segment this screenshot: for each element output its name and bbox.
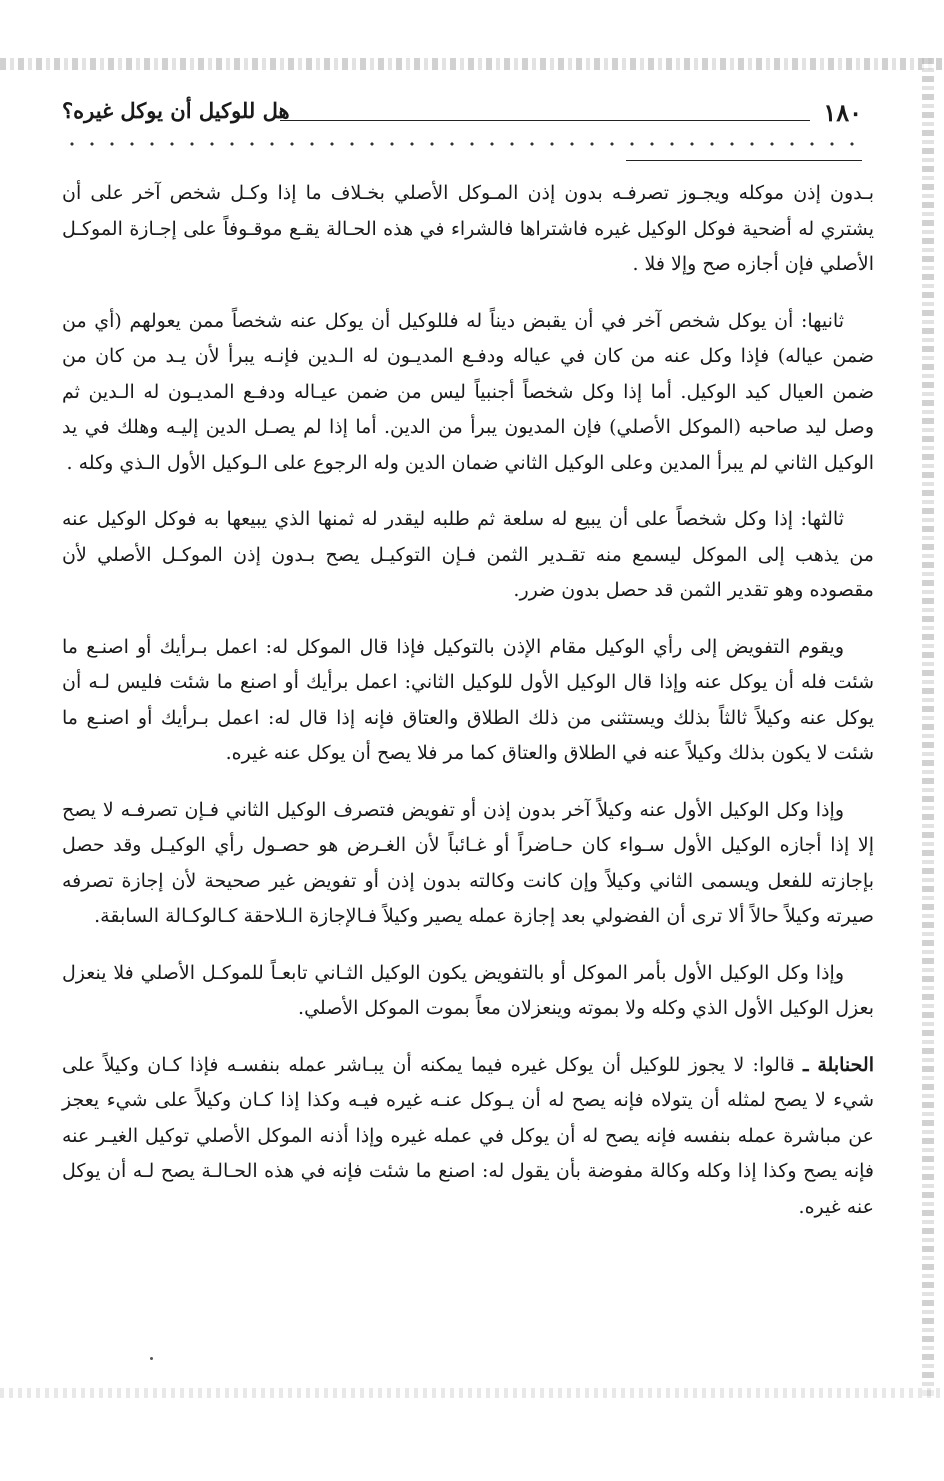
paragraph-4 [62,630,874,772]
page-number: ١٨٠ [823,98,862,127]
footnote-rule [626,160,862,161]
paragraph-3 [62,502,874,609]
page-body [62,176,874,1246]
paragraph-4-text: ويقوم التفويض إلى رأي الوكيل مقام الإذن بالتوكيل فإذا قال الموكل له: اعمل بـرأيك أو اصنـع ما شئت فله أن يوكل عنه وإذا قال الوكيل الأول للوكيل الثاني: اعمل برأيك أو اصنع ما شئت فليس لـه أن يوكل عنه وكيلاً ثالثاً بذلك ويستثنى من ذلك الطلاق والعتاق فإنه إذا قال له: اعمل بـرأيك أو اصنـع ما شئت لا يكون بذلك وكيلاً عنه في الطلاق والعتاق كما مر فلا يصح أن يوكل عنه غيره. [62,635,874,764]
paragraph-7-lead: الحنابلة ـ [802,1053,874,1076]
paragraph-5-text: وإذا وكل الوكيل الأول عنه وكيلاً آخر بدون إذن أو تفويض فتصرف الوكيل الثاني فـإن تصرفـه لا يصح إلا إذا أجازه الوكيل الأول سـواء كان حـاضراً أو غـائباً لأن الغـرض هو حصـول رأي الوكيـل وقد حصل بإجازته للفعل ويسمى الثاني وكيلاً وإن كانت وكالته بدون إذن أو تفويض غير صحيحة لأن إجازة تصرفه صيرته وكيلاً حالاً ألا ترى أن الفضولي بعد إجازة عمله يصير وكيلاً فـالإجازة الـلاحقة كـالوكـالة السابقة. [62,798,874,927]
decorative-border-right [922,58,934,1398]
header-rule [280,120,810,121]
paragraph-5 [62,793,874,935]
paragraph-7-text: قالوا: لا يجوز للوكيل أن يوكل غيره فيما يمكنه أن يبـاشر عمله بنفسـه فإذا كـان وكيلاً على شيء لا يصح لمثله أن يتولاه فإنه يصح له أن يـوكل عنـه غيره فيـه وكذا إذا كـان وكيلاً على شيء يعجز عن مباشرة عمله بنفسه فإنه يصح له أن يوكل في عمله غيره وإذا أذنه الموكل الأصلي توكيل الغيـر عنه فإنه يصح وكذا إذا وكله وكالة مفوضة بأن يقول له: اصنع ما شئت فإنه في هذه الحـالـة يصح لـه أن يوكل عنه غيره. [62,1053,874,1218]
paragraph-2 [62,304,874,482]
decorative-border-bottom [0,1388,944,1398]
paragraph-3-text: ثالثها: إذا وكل شخصاً على أن يبيع له سلعة ثم طلبه ليقدر له ثمنها الذي يبيعها به فوكل الوكيل عنه من يذهب إلى الموكل ليسمع منه تقـدير الثمن فـإن التوكيـل يصح بـدون إذن الموكـل الأصلي لأن مقصوده وهو تقدير الثمن قد حصل بدون ضرر. [62,508,874,601]
paragraph-6-text: وإذا وكل الوكيل الأول بأمر الموكل أو بالتفويض يكون الوكيل الثـاني تابعـاً للموكـل الأصلي فلا ينعزل بعزل الوكيل الأول الذي وكله ولا بموته وينعزلان معاً بموت الموكل الأصلي. [62,961,874,1019]
scan-speck [150,1357,153,1360]
decorative-border-top [0,58,944,70]
paragraph-2-text: ثانيها: أن يوكل شخص آخر في أن يقبض ديناً له فللوكيل أن يوكل عنه شخصاً ممن يعولهم (أي من ضمن عياله) فإذا وكل عنه من كان في عياله ودفـع المديـون له الـدين فإنـه يبرأ لأن يـد من كان من ضمن العيال كيد الوكيل. أما إذا وكل شخصاً أجنبياً ليس من ضمن عيـاله ودفـع المديـون له الـدين ثم وصل ليد صاحبه (الموكل الأصلي) فإن المديون يبرأ من الدين. أما إذا لم يصـل الدين إليـه وهلك في يد الوكيل الثاني لم يبرأ المدين وعلى الوكيل الثاني ضمان الدين وله الرجوع على الـوكيل الأول الـذي وكله . [62,309,874,474]
paragraph-7 [62,1048,874,1226]
running-title: هل للوكيل أن يوكل غيره؟ [62,98,290,123]
dotted-separator [62,140,862,148]
paragraph-6 [62,956,874,1027]
paragraph-1-text: بـدون إذن موكله ويجـوز تصرفـه بدون إذن المـوكل الأصلي بخـلاف ما إذا وكـل شخص آخر على أن يشتري له أضحية فوكل الوكيل غيره فاشتراها فالشراء في هذه الحـالة يقـع موقـوفاً على إجـازة الموكـل الأصلي فإن أجازه صح وإلا فلا . [62,182,874,275]
paragraph-1 [62,176,874,283]
page-header [62,98,862,138]
